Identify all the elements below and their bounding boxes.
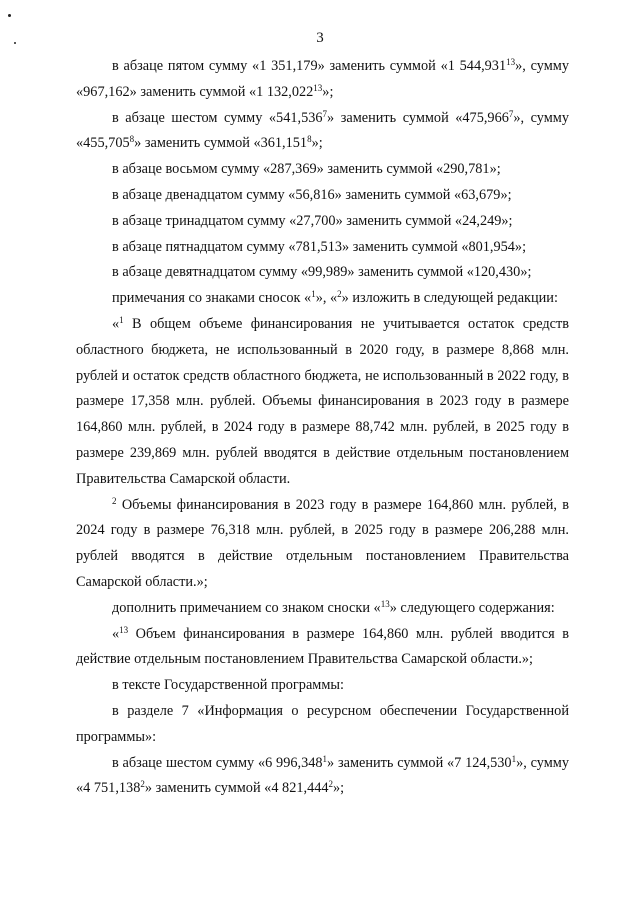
text-run: », « [315,290,338,307]
text-run: » заменить суммой «7 124,530 [327,754,512,771]
text-run: Объем финансирования в размере 164,860 млн. рублей вводится в действие отдельным постановлением Правительства Самарской области.»; [76,625,569,668]
footnote-mark: 13 [313,82,323,93]
paragraph [76,106,569,158]
scan-artifact-dot [8,14,11,17]
text-run: » заменить суммой «475,966 [327,109,509,126]
paragraph [76,622,569,674]
text-run: » заменить суммой «4 821,444 [144,780,329,797]
text-run: в абзаце тринадцатом сумму «27,700» заменить суммой «24,249»; [112,212,513,229]
footnote-mark: 2 [140,779,145,790]
text-run: в тексте Государственной программы: [112,677,344,694]
text-run: »; [333,780,345,797]
text-run: в абзаце восьмом сумму «287,369» заменить суммой «290,781»; [112,161,501,178]
text-run: в абзаце пятом сумму «1 351,179» заменить суммой «1 544,931 [112,58,507,74]
footnote-mark: 8 [129,134,135,145]
text-run: « [112,625,120,642]
footnote-mark: 13 [506,57,516,67]
paragraph [76,54,569,106]
footnote-mark: 7 [508,108,514,119]
paragraph [76,751,569,803]
page-number: 3 [316,30,324,46]
footnote-mark: 8 [307,134,312,145]
paragraph [76,157,569,183]
footnote-mark: 2 [328,779,334,790]
paragraph [76,699,569,751]
footnote-mark: 2 [112,495,117,506]
text-run: в абзаце пятнадцатом сумму «781,513» заменить суммой «801,954»; [112,238,527,255]
text-run: примечания со знаками сносок « [112,290,312,307]
footnote-mark: 1 [119,314,124,325]
text-run: » следующего содержания: [389,599,555,616]
paragraph [76,312,569,493]
footnote-mark: 1 [311,289,316,300]
paragraph [76,183,569,209]
text-run: », сумму «967,162» заменить суммой «1 132,022 [76,58,569,100]
footnote-mark: 1 [322,753,328,764]
footnote-mark: 13 [380,598,390,609]
text-run: »; [322,83,334,100]
text-run: в абзаце двенадцатом сумму «56,816» заменить суммой «63,679»; [112,186,512,203]
text-run: »; [311,135,323,152]
footnote-mark: 2 [337,289,342,300]
text-run: в абзаце девятнадцатом сумму «99,989» заменить суммой «120,430»; [112,264,532,281]
paragraph [76,286,569,312]
text-run: Объемы финансирования в 2023 году в размере 164,860 млн. рублей, в 2024 году в размере 76,318 млн. рублей, в 2025 году в размере 206,288 млн. рублей вводятся в действие отдельным постановлением Правительства Самарской области.»; [76,496,569,590]
paragraph [76,260,569,286]
text-run: », сумму «455,705 [76,109,569,152]
text-run: в разделе 7 «Информация о ресурсном обеспечении Государственной программы»: [76,702,569,745]
text-run: в абзаце шестом сумму «6 996,348 [112,754,323,771]
paragraph [76,493,569,596]
text-run: », сумму «4 751,138 [76,754,569,797]
text-run: » изложить в следующей редакции: [341,290,558,307]
paragraph [76,596,569,622]
text-run: « [112,315,120,332]
document-body [76,54,569,802]
paragraph [76,209,569,235]
text-run: » заменить суммой «361,151 [134,135,308,152]
paragraph [76,673,569,699]
footnote-mark: 13 [119,624,129,635]
footnote-mark: 7 [322,108,328,119]
text-run: в абзаце шестом сумму «541,536 [112,109,323,126]
text-run: В общем объеме финансирования не учитывается остаток средств областного бюджета, не использованный в 2020 году, в размере 8,868 млн. рублей и остаток средств областного бюджета, не использованный в 2022 году, в размере 17,358 млн. рублей. Объемы финансирования в 2023 году в размере 164,860 млн. рублей, в 2024 году в размере 88,742 млн. рублей, в 2025 году в размере 239,869 млн. рублей вводятся в действие отдельным постановлением Правительства Самарской области. [76,315,569,487]
text-run: дополнить примечанием со знаком сноски « [112,599,381,616]
footnote-mark: 1 [511,753,517,764]
paragraph [76,235,569,261]
